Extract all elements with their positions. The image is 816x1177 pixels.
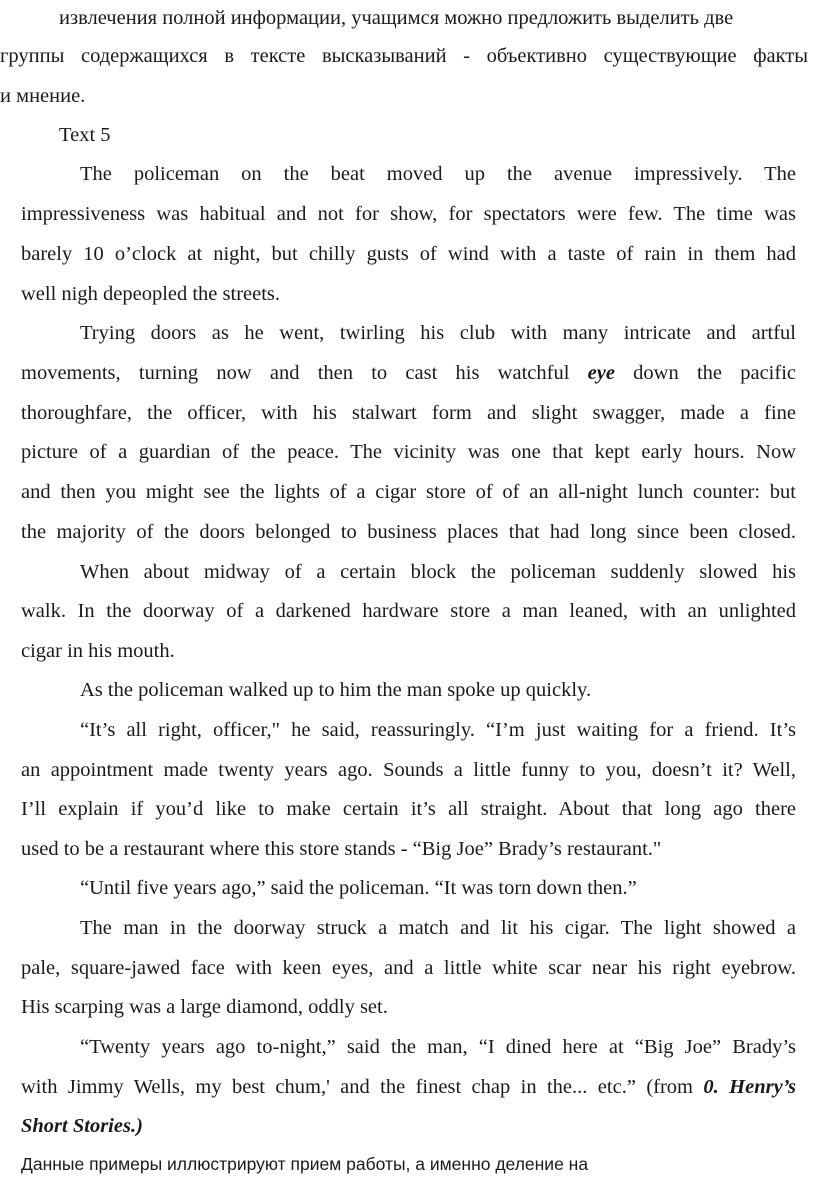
p1-line-4: well nigh depeopled the streets. [21, 283, 281, 305]
p7-line-1: The man in the doorway struck a match and lit his cigar. The light showed a [80, 917, 796, 939]
p2-line-2-before: movements, turning now and then to cast his watchful [21, 362, 588, 384]
intro-line-1: извлечения полной информации, учащимся можно предложить выделить две [59, 7, 734, 29]
p8-line-1: “Twenty years ago to-night,” said the man, “I dined here at “Big Joe” Brady’s [80, 1036, 796, 1058]
p7-line-2: pale, square-jawed face with keen eyes, and a little white scar near his right eyebrow. [21, 957, 796, 979]
p3-line-1: When about midway of a certain block the policeman suddenly slowed his [80, 561, 796, 583]
p8-line-2-text: with Jimmy Wells, my best chum,' and the finest chap in the... etc.” (from [21, 1076, 704, 1098]
p2-line-5: and then you might see the lights of a cigar store of of an all-night lunch counter: but [21, 481, 796, 503]
p3-line-2: walk. In the doorway of a darkened hardware store a man leaned, with an unlighted [21, 600, 796, 622]
intro-line-3: и мнение. [0, 85, 86, 107]
p1-line-3: barely 10 o’clock at night, but chilly gusts of wind with a taste of rain in them had [21, 243, 796, 265]
p2-line-2-after: down the pacific [614, 362, 796, 384]
p2-line-6: the majority of the doors belonged to business places that had long since been closed. [21, 521, 796, 543]
p1-line-2: impressiveness was habitual and not for show, for spectators were few. The time was [21, 203, 796, 225]
text-heading: Text 5 [59, 124, 111, 146]
p5-line-3: I’ll explain if you’d like to make certain it’s all straight. About that long ago there [21, 798, 796, 820]
p3-line-3: cigar in his mouth. [21, 640, 175, 662]
emphasized-word: eye [587, 362, 615, 384]
p6-line-1: “Until five years ago,” said the policeman. “It was torn down then.” [80, 877, 637, 899]
p2-line-4: picture of a guardian of the peace. The vicinity was one that kept early hours. Now [21, 441, 796, 463]
intro-line-2: группы содержащихся в тексте высказываний - объективно существующие факты [0, 45, 808, 67]
p5-line-4: used to be a restaurant where this store stands - “Big Joe” Brady’s restaurant." [21, 838, 662, 860]
p8-line-2 [21, 1075, 796, 1099]
p2-line-3: thoroughfare, the officer, with his stalwart form and slight swagger, made a fine [21, 402, 796, 424]
p7-line-3: His scarping was a large diamond, oddly set. [21, 996, 388, 1018]
source-title: 0. Henry’s [703, 1076, 796, 1098]
p2-line-1: Trying doors as he went, twirling his club with many intricate and artful [80, 322, 796, 344]
source-title-continued: Short Stories.) [21, 1115, 143, 1137]
p1-line-1: The policeman on the beat moved up the avenue impressively. The [80, 163, 796, 185]
footer-line: Данные примеры иллюстрируют прием работы, а именно деление на [21, 1154, 589, 1174]
p4-line-1: As the policeman walked up to him the man spoke up quickly. [80, 679, 592, 701]
p5-line-2: an appointment made twenty years ago. Sounds a little funny to you, doesn’t it? Well, [21, 759, 796, 781]
p5-line-1: “It’s all right, officer," he said, reassuringly. “I’m just waiting for a friend. It’s [80, 719, 796, 741]
p2-line-2 [21, 361, 796, 385]
